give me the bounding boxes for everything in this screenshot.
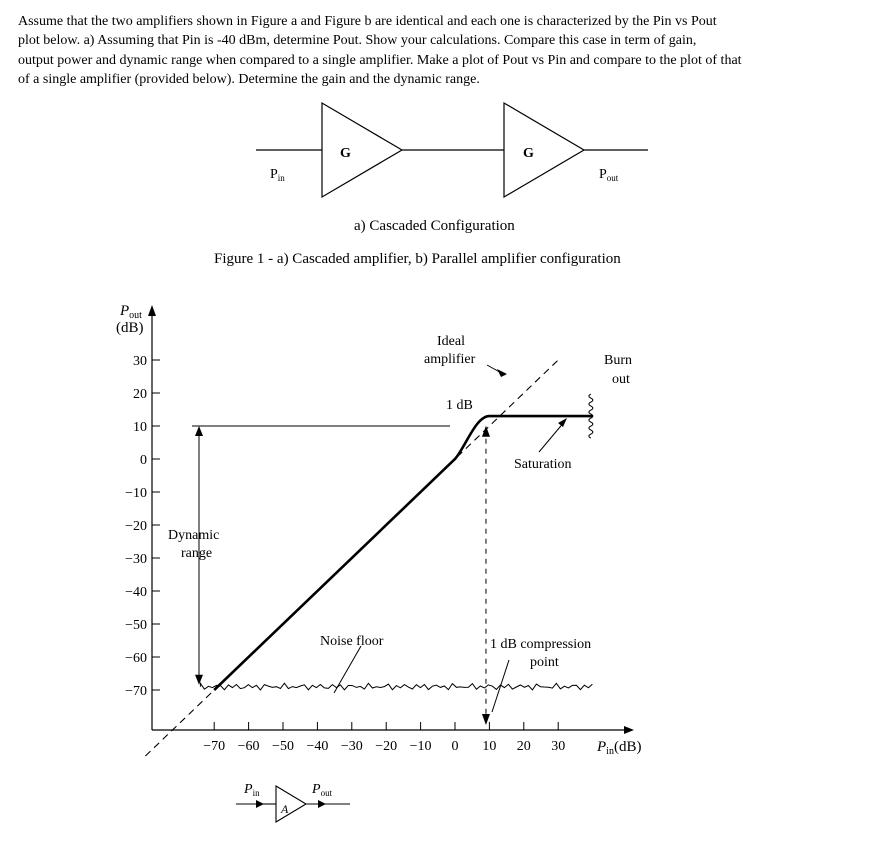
one-db-label: 1 dB [446,398,473,413]
y-tick-label: −30 [125,552,147,567]
cascade-subcaption: a) Cascaded Configuration [354,218,515,234]
amplifier-2-label: G [523,146,534,161]
problem-line-1: Assume that the two amplifiers shown in Figure a and Figure b are identical and each one is characterized by the Pin vs Pout [18,14,717,29]
cascade-diagram [256,103,648,197]
x-tick-label: 0 [451,739,459,754]
y-tick-label: −50 [125,618,147,633]
amplifier-1-triangle [322,103,402,197]
saturation-pointer-head [558,418,567,427]
x-tick-label: −70 [203,739,226,754]
x-tick-label: −60 [237,739,260,754]
cascade-pin-label: $P_{in}$ [270,167,285,183]
compression-label-1: 1 dB compression [490,637,592,652]
y-tick-label: −20 [125,519,147,534]
single-amplifier-symbol [236,782,350,822]
y-tick-label: −70 [125,684,147,699]
saturation-pointer [539,421,565,452]
x-tick-label: −10 [409,739,432,754]
compression-arrowhead-top [482,426,490,437]
single-amp-output-arrow [318,800,326,808]
burn-out-label-2: out [612,372,630,387]
y-tick-label: 20 [133,387,147,402]
ideal-pointer-head [497,369,507,377]
x-axis-title: $P_{in}(dB)$ [597,739,642,757]
cascade-pout-label: $P_{out}$ [599,167,619,183]
x-axis-arrowhead [624,726,634,734]
dynamic-range-arrowhead-bottom [195,675,203,685]
figure-caption: Figure 1 - a) Cascaded amplifier, b) Parallel amplifier configuration [214,251,621,267]
amplifier-1-label: G [340,146,351,161]
dynamic-range-label-2: range [181,546,213,561]
amplifier-2-triangle [504,103,584,197]
x-tick-label: 20 [516,739,531,754]
saturation-label: Saturation [514,457,572,472]
y-tick-label: −60 [125,651,147,666]
compression-label-2: point [530,655,559,670]
noise-floor-label: Noise floor [320,634,384,649]
problem-line-3: output power and dynamic range when compared to a single amplifier. Make a plot of Pout vs Pin and compare to the plot of that [18,52,742,68]
single-amp-pout-label: $P_{out}$ [312,782,333,798]
y-axis-title: $P_{out}$ [120,303,142,321]
y-tick-label: 0 [140,453,147,468]
noise-floor-curve [200,683,592,690]
x-tick-label: −50 [272,739,294,754]
ideal-amplifier-label-1: Ideal [437,334,465,349]
problem-line-2: plot below. a) Assuming that Pin is -40 dBm, determine Pout. Show your calculations. Compare this case in term of gain, [18,33,697,49]
y-axis-arrowhead [148,305,156,316]
compression-arrowhead-bottom [482,714,490,725]
single-amp-label: A [281,802,289,816]
y-tick-label: 10 [133,420,147,435]
y-axis-unit: (dB) [116,320,144,336]
y-tick-label: −10 [125,486,147,501]
x-tick-label: −40 [306,739,329,754]
problem-line-4: of a single amplifier (provided below). Determine the gain and the dynamic range. [18,71,480,87]
single-amp-pin-label: $P_{in}$ [244,782,260,798]
pout-vs-pin-chart [116,303,641,757]
dynamic-range-label-1: Dynamic [168,528,220,543]
x-tick-label: 10 [482,739,497,754]
x-tick-label: −20 [375,739,398,754]
x-tick-label: −30 [340,739,363,754]
y-tick-label: 30 [133,354,147,369]
ideal-amplifier-label-2: amplifier [424,352,476,367]
y-tick-label: −40 [125,585,147,600]
x-tick-label: 30 [551,739,566,754]
burn-out-label-1: Burn [604,353,632,368]
dynamic-range-arrowhead-top [195,426,203,436]
